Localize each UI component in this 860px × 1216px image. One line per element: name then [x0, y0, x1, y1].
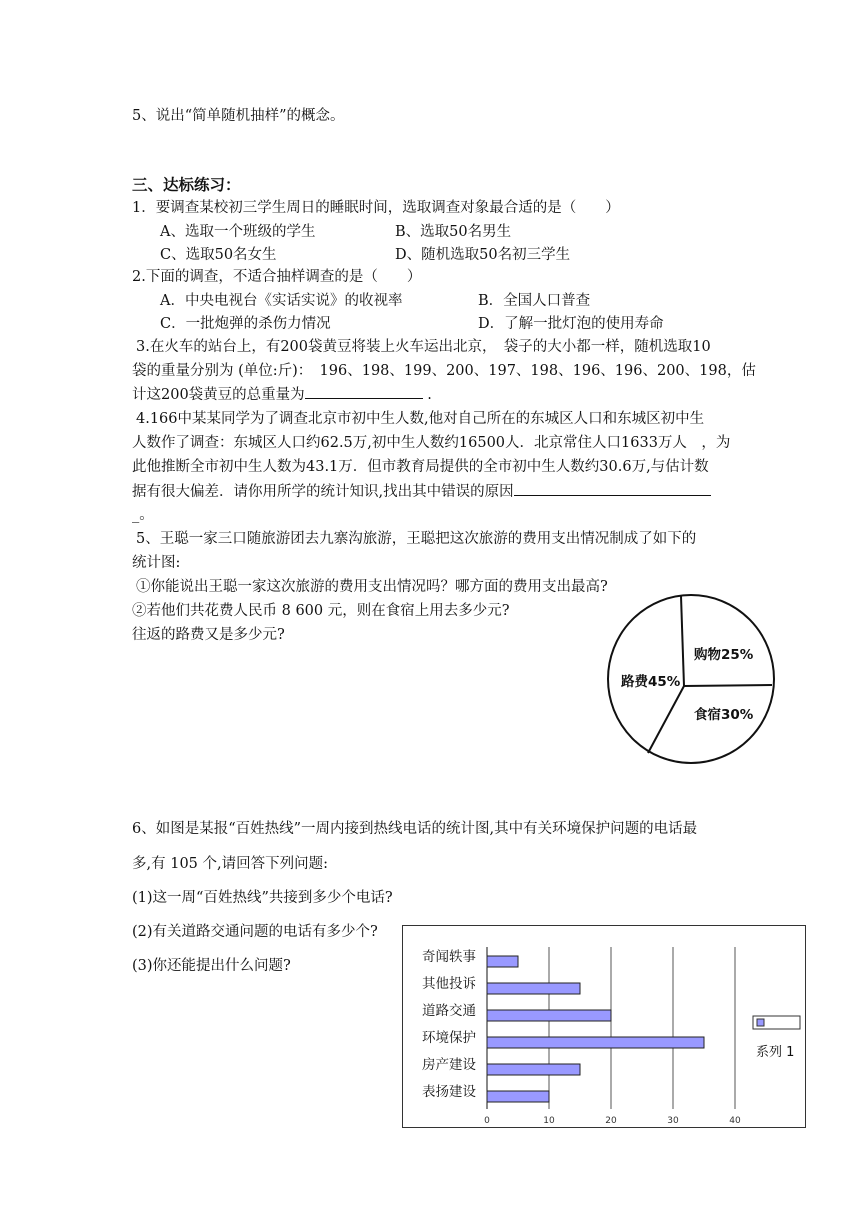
q3-line-3-text: 计这200袋黄豆的总重量为 — [132, 387, 305, 403]
q4-line-2: 人数作了调查：东城区人口约62.5万,初中生人数约16500人．北京常住人口1633万人 ，为 — [132, 435, 731, 451]
q2-option-b: B．全国人口普查 — [478, 293, 591, 309]
q5-sub-3: 往返的路费又是多少元? — [132, 627, 285, 643]
q4-line-4 — [132, 481, 711, 502]
category-label: 道路交通 — [422, 1003, 476, 1019]
category-label: 房产建设 — [422, 1057, 476, 1073]
intro-question-5: 5、说出“简单随机抽样”的概念。 — [132, 108, 345, 124]
q4-line-1: 4.166中某某同学为了调查北京市初中生人数,他对自己所在的东城区人口和东城区初中生 — [136, 411, 705, 427]
category-label: 表扬建设 — [422, 1084, 476, 1100]
hotline-bar-chart — [402, 925, 807, 1130]
q2-option-a: A．中央电视台《实话实说》的收视率 — [160, 293, 403, 309]
q2-option-c: C．一批炮弹的杀伤力情况 — [160, 316, 331, 332]
q5-sub-1: ①你能说出王聪一家这次旅游的费用支出情况吗？哪方面的费用支出最高? — [136, 579, 608, 595]
x-tick-label: 20 — [605, 1116, 617, 1126]
section-title: 三、达标练习： — [132, 176, 241, 194]
q3-line-3 — [132, 384, 432, 405]
q3-line-2: 袋的重量分别为 (单位:斤)： 196、198、199、200、197、198、196、196、200、198，估 — [132, 363, 756, 379]
pie-label-shopping: 购物25% — [694, 647, 754, 663]
bar — [487, 956, 518, 967]
q4-answer-blank[interactable] — [514, 481, 711, 496]
bar — [487, 1037, 704, 1048]
q3-line-3-end: . — [422, 387, 432, 403]
bar — [487, 1091, 549, 1102]
x-tick-label: 40 — [729, 1116, 741, 1126]
q2-option-d: D．了解一批灯泡的使用寿命 — [478, 316, 664, 332]
q6-sub-2: (2)有关道路交通问题的电话有多少个? — [132, 924, 378, 940]
q6-line-2: 多,有 105 个,请回答下列问题: — [132, 856, 328, 872]
bar — [487, 1010, 611, 1021]
q4-line-3: 此他推断全市初中生人数为43.1万．但市教育局提供的全市初中生人数约30.6万,与估计数 — [132, 459, 709, 475]
x-tick-label: 0 — [484, 1116, 490, 1126]
x-tick-label: 30 — [667, 1116, 679, 1126]
q4-line-5: _。 — [132, 507, 154, 523]
x-tick-label: 10 — [543, 1116, 555, 1126]
q3-answer-blank[interactable] — [305, 384, 423, 399]
legend-swatch — [757, 1019, 764, 1026]
q1-option-c: C、选取50名女生 — [160, 247, 277, 263]
q1-option-a: A、选取一个班级的学生 — [160, 224, 316, 240]
q6-sub-1: (1)这一周“百姓热线”共接到多少个电话? — [132, 890, 393, 906]
bar — [487, 1064, 580, 1075]
q1-option-d: D、随机选取50名初三学生 — [395, 247, 571, 263]
q3-line-1: 3.在火车的站台上，有200袋黄豆将装上火车运出北京， 袋子的大小都一样，随机选取10 — [136, 339, 711, 355]
pie-label-travel: 路费45% — [621, 674, 681, 690]
q1-stem: 1．要调查某校初三学生周日的睡眠时间，选取调查对象最合适的是（ ） — [132, 200, 620, 216]
q6-line-1: 6、如图是某报“百姓热线”一周内接到热线电话的统计图,其中有关环境保护问题的电话最 — [132, 821, 698, 837]
pie-label-food: 食宿30% — [694, 707, 754, 723]
category-label: 其他投诉 — [422, 976, 476, 992]
q2-stem: 2.下面的调查，不适合抽样调查的是（ ） — [132, 269, 422, 285]
legend-label: 系列 1 — [756, 1045, 795, 1060]
category-label: 奇闻轶事 — [422, 949, 476, 965]
q1-option-b: B、选取50名男生 — [395, 224, 512, 240]
q6-sub-3: (3)你还能提出什么问题? — [132, 958, 291, 974]
q5-line-2: 统计图: — [132, 555, 181, 571]
category-label: 环境保护 — [422, 1030, 476, 1046]
q5-sub-2: ②若他们共花费人民币 8 600 元，则在食宿上用去多少元? — [132, 603, 510, 619]
bar — [487, 983, 580, 994]
pie-divider-food — [684, 685, 772, 686]
q4-line-4-text: 据有很大偏差．请你用所学的统计知识,找出其中错误的原因 — [132, 484, 514, 500]
q5-line-1: 5、王聪一家三口随旅游团去九寨沟旅游，王聪把这次旅游的费用支出情况制成了如下的 — [136, 531, 697, 547]
